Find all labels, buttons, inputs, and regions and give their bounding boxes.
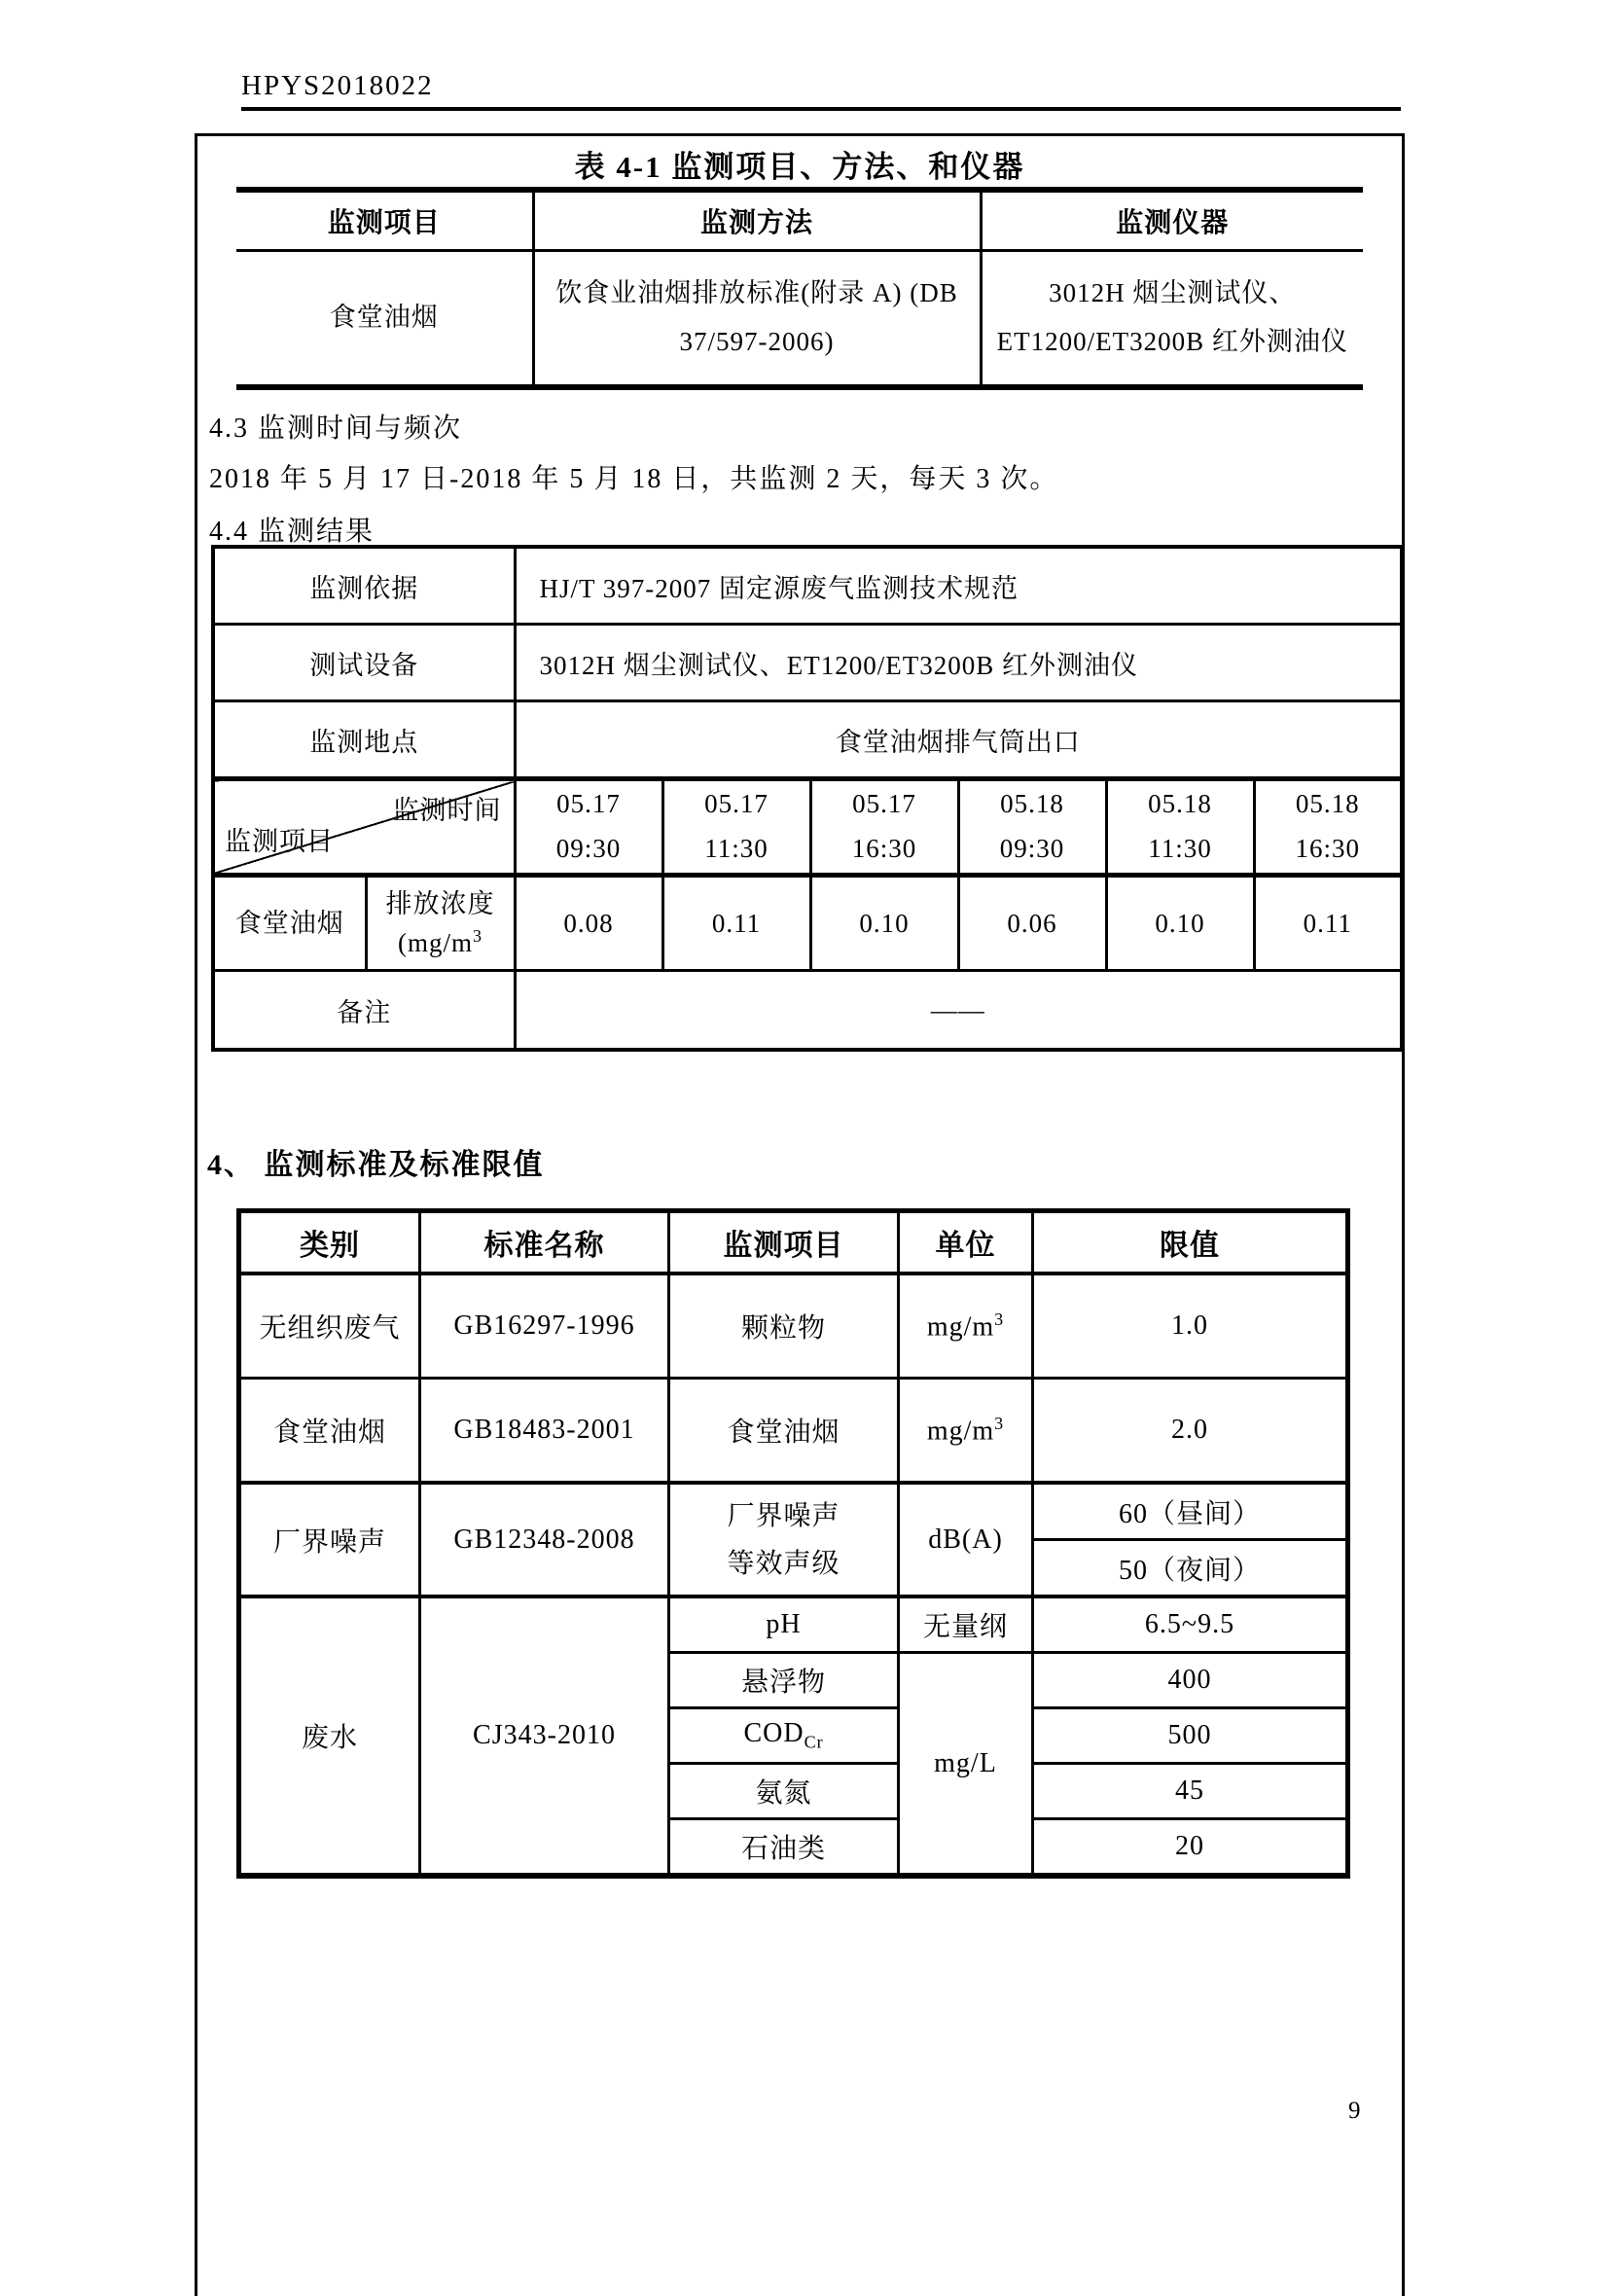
t2-diagonal-cell — [213, 779, 515, 876]
t2-equipment-row — [213, 625, 1402, 701]
t2-time-col-3: 05.17 16:30 — [810, 779, 958, 876]
t1-instrument-line2: ET1200/ET3200B 红外测油仪 — [996, 327, 1348, 356]
t3-fume-category: 食堂油烟 — [239, 1379, 420, 1484]
table-4-1-title: 表 4-1 监测项目、方法、和仪器 — [574, 150, 1025, 184]
t2-basis-label: 监测依据 — [213, 547, 515, 625]
t3-gas-category: 无组织废气 — [239, 1274, 420, 1379]
t2-time-col-4: 05.18 09:30 — [958, 779, 1106, 876]
t3-water-limit-ss: 400 — [1033, 1653, 1348, 1708]
t2-basis-value: HJ/T 397-2007 固定源废气监测技术规范 — [515, 547, 1402, 625]
t1-cell-instrument — [981, 251, 1363, 388]
t3-gas-limit: 1.0 — [1033, 1274, 1348, 1379]
table-4-1-data-row — [236, 251, 1363, 388]
t2-data-metric: 排放浓度 ($mg/m^3$ — [366, 876, 515, 971]
t2-location-row — [213, 701, 1402, 779]
content-frame — [195, 133, 1405, 2296]
t3-gas-standard: GB16297-1996 — [420, 1274, 669, 1379]
page-number: 9 — [1348, 2098, 1361, 2124]
t1-instrument-line1: 3012H 烟尘测试仪、 — [1049, 278, 1297, 308]
t1-method-line2: 37/597-2006) — [679, 327, 835, 356]
t2-diagonal-item-label: 监测项目 — [225, 827, 334, 857]
t3-header-category: 类别 — [239, 1211, 420, 1274]
t3-noise-limit-day: 60（昼间） — [1033, 1483, 1348, 1540]
t2-note-value: —— — [515, 971, 1402, 1051]
t3-fume-limit: 2.0 — [1033, 1379, 1348, 1484]
monitoring-results-table — [211, 545, 1404, 1052]
t1-method-line1: 饮食业油烟排放标准(附录 A) (DB — [555, 278, 958, 308]
t3-water-category: 废水 — [239, 1596, 420, 1876]
t3-gas-item: 颗粒物 — [669, 1274, 899, 1379]
t2-time-col-1: 05.17 09:30 — [515, 779, 662, 876]
t2-basis-row — [213, 547, 1402, 625]
t3-header-limit: 限值 — [1033, 1211, 1348, 1274]
t2-time-header-row — [213, 779, 1402, 876]
t3-noise-unit: dB(A) — [899, 1483, 1033, 1596]
t3-water-item-ph: pH — [669, 1596, 899, 1653]
t3-gas-unit: $mg/m^3$ — [899, 1274, 1033, 1379]
t3-water-item-nh3: 氨氮 — [669, 1764, 899, 1819]
header-rule — [241, 107, 1401, 111]
t2-value-4: 0.06 — [958, 876, 1106, 971]
t1-header-method: 监测方法 — [533, 190, 981, 251]
t3-noise-item: 厂界噪声 等效声级 — [669, 1483, 899, 1596]
t2-time-col-5: 05.18 11:30 — [1106, 779, 1254, 876]
t2-value-1: 0.08 — [515, 876, 662, 971]
t2-note-label: 备注 — [213, 971, 515, 1051]
t2-time-col-6: 05.18 16:30 — [1254, 779, 1402, 876]
t3-header-row — [239, 1211, 1348, 1274]
table-4-1 — [236, 187, 1363, 390]
t2-location-label: 监测地点 — [213, 701, 515, 779]
t3-fume-item: 食堂油烟 — [669, 1379, 899, 1484]
t1-header-item: 监测项目 — [236, 190, 533, 251]
t2-data-item: 食堂油烟 — [213, 876, 366, 971]
table-4-1-header-row — [236, 190, 1363, 251]
document-number: HPYS2018022 — [241, 70, 434, 101]
t3-header-item: 监测项目 — [669, 1211, 899, 1274]
t3-row-noise-day — [239, 1483, 1348, 1540]
t2-value-2: 0.11 — [662, 876, 810, 971]
section-4-heading: 4、 监测标准及标准限值 — [207, 1149, 545, 1181]
t1-cell-item: 食堂油烟 — [236, 251, 533, 388]
t3-row-water-ph — [239, 1596, 1348, 1653]
t2-value-5: 0.10 — [1106, 876, 1254, 971]
t3-water-unit-shared: mg/L — [899, 1653, 1033, 1877]
t3-water-limit-oil: 20 — [1033, 1819, 1348, 1877]
t3-water-item-oil: 石油类 — [669, 1819, 899, 1877]
section-4-4-heading: 4.4 监测结果 — [209, 517, 375, 547]
t3-fume-standard: GB18483-2001 — [420, 1379, 669, 1484]
t2-data-row — [213, 876, 1402, 971]
t3-header-unit: 单位 — [899, 1211, 1033, 1274]
t2-value-3: 0.10 — [810, 876, 958, 971]
section-4-3-body: 2018 年 5 月 17 日-2018 年 5 月 18 日，共监测 2 天，每天 3 次。 — [209, 464, 1059, 494]
t3-row-canteen-fume — [239, 1379, 1348, 1484]
t2-equipment-label: 测试设备 — [213, 625, 515, 701]
t3-water-standard: CJ343-2010 — [420, 1596, 669, 1876]
t3-fume-unit: $mg/m^3$ — [899, 1379, 1033, 1484]
standards-limits-table — [236, 1208, 1350, 1879]
t3-water-unit-ph: 无量纲 — [899, 1596, 1033, 1653]
t2-equipment-value: 3012H 烟尘测试仪、ET1200/ET3200B 红外测油仪 — [515, 625, 1402, 701]
t3-water-item-cod: $COD_{Cr}$ — [669, 1708, 899, 1764]
t2-note-row — [213, 971, 1402, 1051]
t1-cell-method — [533, 251, 981, 388]
section-4-3-heading: 4.3 监测时间与频次 — [209, 413, 463, 444]
t3-noise-standard: GB12348-2008 — [420, 1483, 669, 1596]
t3-row-fugitive-gas — [239, 1274, 1348, 1379]
t3-noise-limit-night: 50（夜间） — [1033, 1540, 1348, 1597]
t3-header-standard: 标准名称 — [420, 1211, 669, 1274]
t3-noise-category: 厂界噪声 — [239, 1483, 420, 1596]
t2-diagonal-time-label: 监测时间 — [392, 796, 502, 825]
t3-water-limit-nh3: 45 — [1033, 1764, 1348, 1819]
t3-water-limit-cod: 500 — [1033, 1708, 1348, 1764]
t3-water-limit-ph: 6.5~9.5 — [1033, 1596, 1348, 1653]
t1-header-instrument: 监测仪器 — [981, 190, 1363, 251]
t2-value-6: 0.11 — [1254, 876, 1402, 971]
t2-time-col-2: 05.17 11:30 — [662, 779, 810, 876]
t3-water-item-ss: 悬浮物 — [669, 1653, 899, 1708]
t2-location-value: 食堂油烟排气筒出口 — [515, 701, 1402, 779]
